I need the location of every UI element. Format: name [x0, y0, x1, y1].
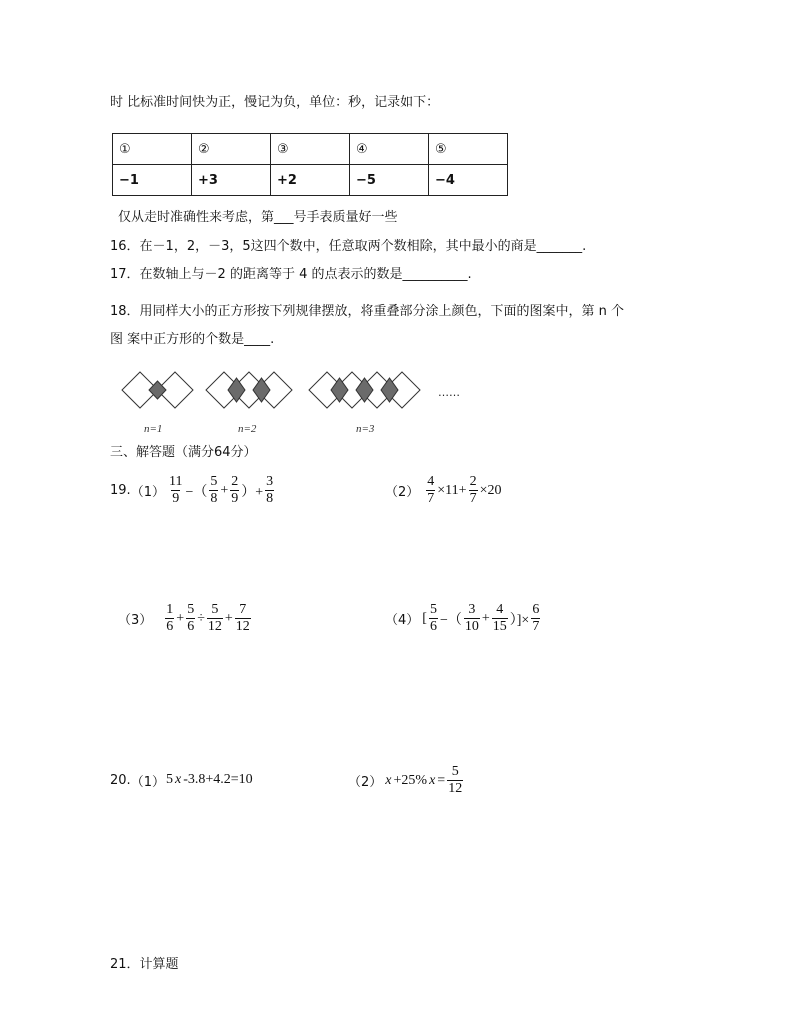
- numerator: 7: [239, 602, 247, 617]
- operator: =: [437, 772, 446, 788]
- numerator: 1: [166, 602, 174, 617]
- overlap-shade: [331, 378, 348, 402]
- operator: ÷: [197, 610, 205, 626]
- q16-text: 16．在－1，2，－3，5这四个数中，任意取两个数相除，其中最小的商是_______.: [110, 239, 587, 254]
- denominator: 6: [429, 619, 437, 634]
- operator: ）]×: [509, 612, 530, 628]
- variable-x: x: [429, 772, 436, 788]
- fraction: [235, 602, 251, 635]
- fraction: [531, 602, 540, 635]
- operator: −（: [439, 612, 462, 628]
- denominator: 10: [464, 619, 479, 634]
- pattern-label-n1: n=1: [144, 423, 163, 435]
- q18-text-line2: 图 案中正方形的个数是____.: [110, 332, 275, 347]
- overlap-shade: [253, 378, 270, 402]
- q19-part1: [110, 474, 275, 507]
- denominator: 7: [469, 491, 477, 506]
- watch-record-table: [112, 133, 508, 196]
- table-cell: ②: [192, 134, 271, 165]
- q20-number: 20.: [110, 772, 131, 788]
- fraction: [429, 602, 438, 635]
- square-pattern-figure: [118, 368, 478, 436]
- operator: +: [176, 610, 185, 626]
- table-cell: ①: [113, 134, 192, 165]
- fraction: [265, 474, 274, 507]
- q20-part2: [348, 764, 464, 797]
- part-tag: （2）: [348, 775, 383, 790]
- pattern-ellipsis: ……: [438, 386, 460, 399]
- fraction: [168, 474, 183, 507]
- numerator: 4: [427, 474, 435, 489]
- q18-text-line1: 18．用同样大小的正方形按下列规律摆放，将重叠部分涂上颜色，下面的图案中，第 n 个: [110, 304, 625, 319]
- denominator: 9: [231, 491, 239, 506]
- fraction: [447, 764, 463, 797]
- denominator: 9: [172, 491, 180, 506]
- numerator: 5: [187, 602, 195, 617]
- overlap-shade: [381, 378, 398, 402]
- part-tag: （3）: [118, 613, 153, 628]
- part-tag: （1）: [130, 774, 165, 790]
- fraction: [207, 602, 223, 635]
- q19-part4: [385, 602, 541, 635]
- table-value-row: [113, 165, 508, 196]
- table-cell: ③: [271, 134, 350, 165]
- q19-number: 19.: [110, 483, 131, 498]
- table-cell: ④: [350, 134, 429, 165]
- overlap-shade: [356, 378, 373, 402]
- fraction: [209, 474, 218, 507]
- operator: +: [220, 482, 229, 498]
- denominator: 6: [187, 619, 195, 634]
- fraction: [464, 602, 480, 635]
- table-header-row: [113, 134, 508, 165]
- table-cell: −4: [429, 165, 508, 196]
- fraction: [165, 602, 174, 635]
- pattern-label-n2: n=2: [238, 423, 257, 435]
- denominator: 7: [427, 491, 435, 506]
- numerator: 5: [451, 764, 459, 779]
- fraction: [186, 602, 195, 635]
- operator: +25%: [393, 772, 428, 788]
- pattern-n3: [309, 372, 420, 435]
- table-cell: −5: [350, 165, 429, 196]
- numerator: 11: [168, 474, 183, 489]
- table-cell: ⑤: [429, 134, 508, 165]
- variable-x: x: [174, 772, 182, 787]
- operator: ）+: [241, 484, 264, 500]
- numerator: 2: [469, 474, 477, 489]
- pattern-n1: [122, 372, 193, 435]
- operator: −（: [185, 484, 208, 500]
- numerator: 3: [468, 602, 476, 617]
- pattern-n2: [206, 372, 292, 435]
- operator: +: [481, 610, 490, 626]
- table-cell: +2: [271, 165, 350, 196]
- part-tag: （2）: [385, 485, 420, 500]
- numerator: 3: [266, 474, 274, 489]
- denominator: 6: [166, 619, 174, 634]
- q19-part3: [118, 602, 252, 635]
- numerator: 5: [210, 474, 218, 489]
- q19-part2: [385, 474, 502, 507]
- operator: +: [224, 610, 233, 626]
- fraction: [469, 474, 478, 507]
- section-heading: 三、解答题（满分64分）: [110, 445, 257, 460]
- denominator: 12: [448, 781, 463, 796]
- numerator: 5: [211, 602, 219, 617]
- numerator: 4: [496, 602, 504, 617]
- part-tag: （1）: [130, 485, 165, 500]
- overlap-shade: [228, 378, 245, 402]
- denominator: 12: [235, 619, 250, 634]
- numerator: 5: [429, 602, 437, 617]
- denominator: 7: [532, 619, 540, 634]
- operator: [: [422, 610, 427, 626]
- q15-question: 仅从走时准确性来考虑，第___号手表质量好一些: [118, 210, 398, 225]
- part-tag: （4）: [385, 613, 420, 628]
- fraction: [426, 474, 435, 507]
- equation-rest: -3.8+4.2=10: [183, 772, 253, 787]
- pattern-label-n3: n=3: [356, 423, 375, 435]
- numerator: 6: [532, 602, 540, 617]
- numerator: 2: [231, 474, 239, 489]
- denominator: 15: [492, 619, 507, 634]
- q15-intro: 时 比标准时间快为正，慢记为负，单位：秒，记录如下：: [110, 95, 440, 110]
- operator: ×20: [479, 482, 502, 498]
- q21-text: 21．计算题: [110, 957, 179, 972]
- table-cell: +3: [192, 165, 271, 196]
- q17-text: 17．在数轴上与－2 的距离等于 4 的点表示的数是__________.: [110, 267, 472, 282]
- variable-x: x: [385, 772, 392, 788]
- denominator: 12: [207, 619, 222, 634]
- denominator: 8: [266, 491, 274, 506]
- table-cell: −1: [113, 165, 192, 196]
- coefficient: 5: [165, 772, 173, 787]
- denominator: 8: [210, 491, 218, 506]
- fraction: [230, 474, 239, 507]
- q20-part1: [110, 770, 254, 790]
- operator: ×11+: [437, 482, 467, 498]
- fraction: [492, 602, 508, 635]
